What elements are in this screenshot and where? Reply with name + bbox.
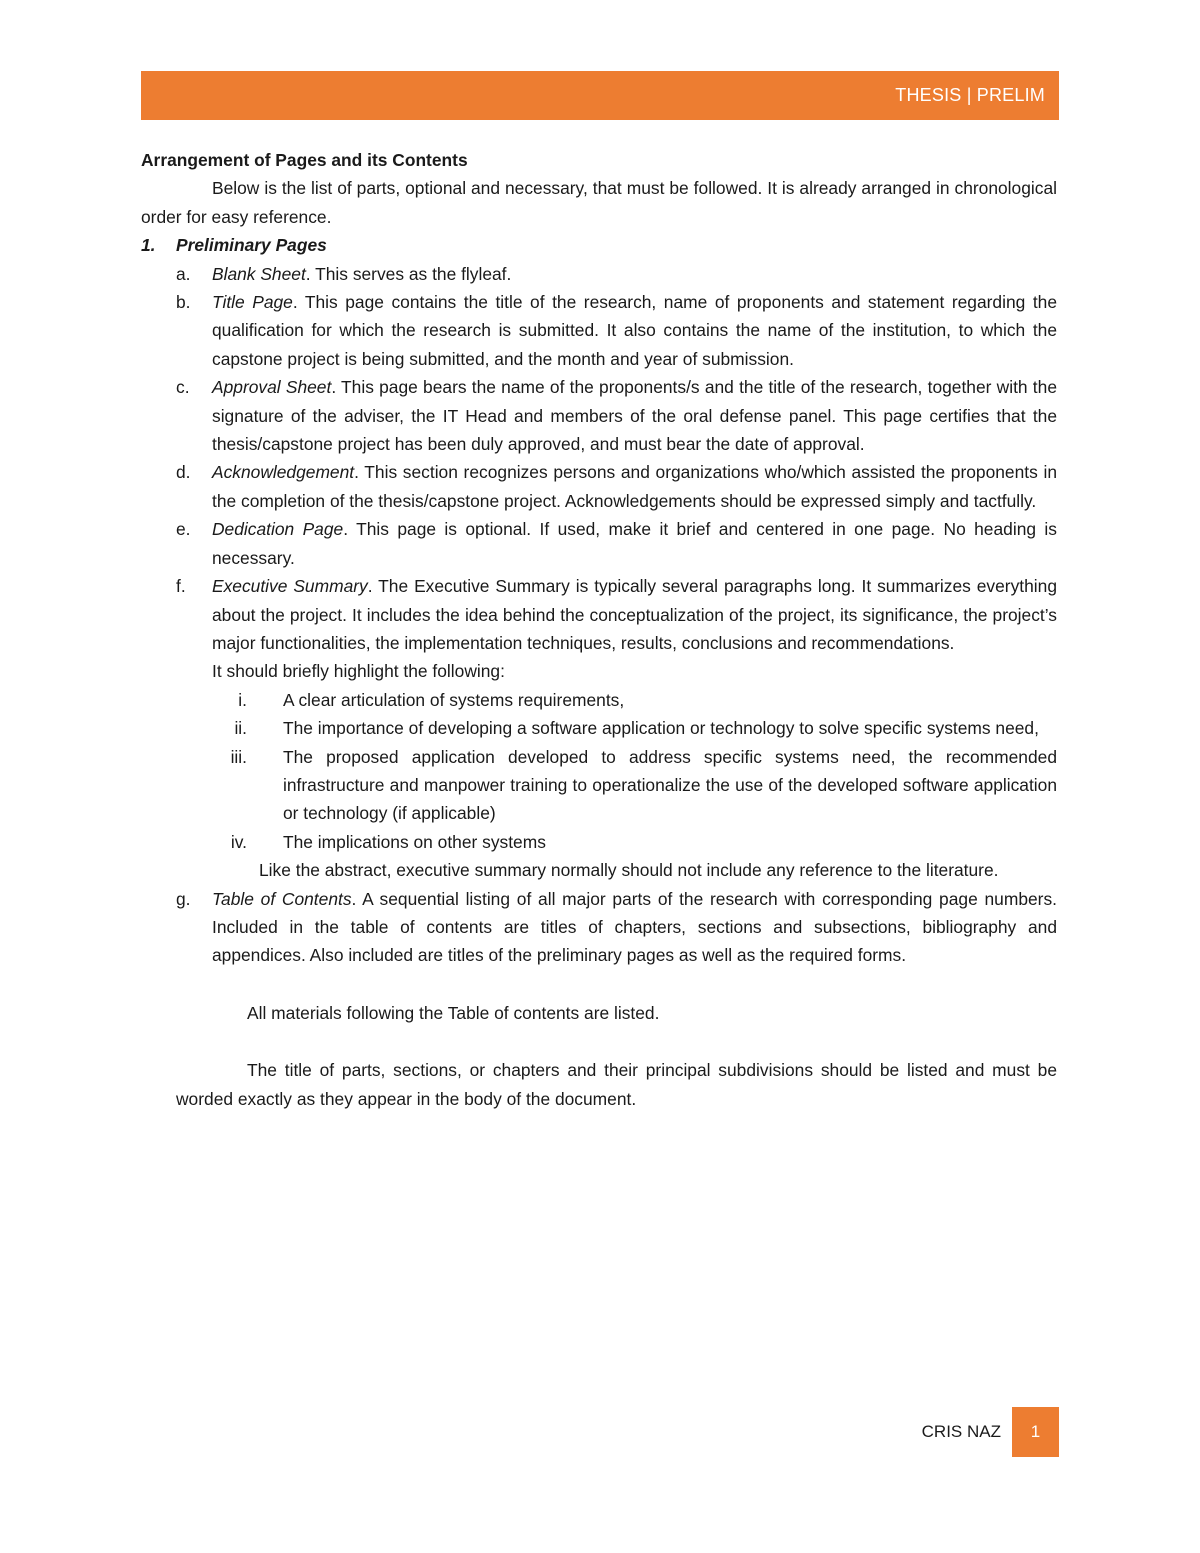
item-text: . The Executive Summary is typically several paragraphs long. It summarizes everything about the project. It includes the idea behind the conceptualization of the project, its significance, the project’s major functionalities, the implementation techniques, results, conclusions and recommendations. xyxy=(212,576,1057,653)
list-item-a xyxy=(141,260,1057,288)
item-text: . A sequential listing of all major parts of the research with corresponding page numbers. Included in the table of contents are titles of chapters, sections and subsections, bibliography and appendices. Also included are titles of the preliminary pages as well as the required forms. xyxy=(212,888,1057,966)
header-title: THESIS | PRELIM xyxy=(895,85,1045,105)
roman-marker: iii. xyxy=(230,746,247,767)
list-item-e xyxy=(141,515,1057,572)
document-body xyxy=(141,146,1057,1113)
list-item-c xyxy=(141,373,1057,458)
item-term: Acknowledgement xyxy=(212,462,355,483)
item-text: . This section recognizes persons and organizations who/which assisted the proponents in the completion of the thesis/capstone project. Acknowledgements should be expressed simply and tactfully. xyxy=(212,462,1057,511)
roman-text: The importance of developing a software application or technology to solve specific systems need, xyxy=(283,718,1039,739)
list-item-d xyxy=(141,458,1057,515)
executive-summary-note: Like the abstract, executive summary normally should not include any reference to the literature. xyxy=(259,860,999,881)
list-marker: d. xyxy=(176,462,191,483)
item-term: Dedication Page xyxy=(212,519,344,540)
list-marker: a. xyxy=(176,263,191,284)
list-marker: e. xyxy=(176,519,191,540)
list-item-g xyxy=(141,885,1057,970)
list-marker: c. xyxy=(176,377,190,398)
section-title: Preliminary Pages xyxy=(176,235,327,256)
intro-paragraph: Below is the list of parts, optional and necessary, that must be followed. It is already arranged in chronological order for easy reference. xyxy=(141,178,1057,227)
item-term: Approval Sheet xyxy=(212,377,332,398)
item-term: Executive Summary xyxy=(212,576,368,597)
page-number-box xyxy=(1012,1407,1059,1457)
list-item-f xyxy=(141,572,1057,657)
page-number: 1 xyxy=(1030,1422,1041,1441)
roman-text: A clear articulation of systems requirements, xyxy=(283,689,625,710)
spacer xyxy=(141,970,1057,999)
roman-marker: i. xyxy=(238,689,247,710)
item-term: Title Page xyxy=(212,292,293,313)
highlight-intro: It should briefly highlight the following: xyxy=(212,661,505,682)
roman-item-iii xyxy=(141,743,1057,828)
item-term: Blank Sheet xyxy=(212,263,306,284)
document-title: Arrangement of Pages and its Contents xyxy=(141,150,468,170)
roman-marker: iv. xyxy=(230,831,247,852)
item-text: . This serves as the flyleaf. xyxy=(305,263,512,284)
roman-item-i xyxy=(141,686,1057,714)
footer-author: CRIS NAZ xyxy=(921,1422,1001,1441)
materials-paragraph: All materials following the Table of contents are listed. xyxy=(247,1002,660,1023)
titles-paragraph: The title of parts, sections, or chapters and their principal subdivisions should be listed and must be worded exactly as they appear in the body of the document. xyxy=(176,1060,1057,1109)
item-text: . This page bears the name of the proponents/s and the title of the research, together with the signature of the adviser, the IT Head and members of the oral defense panel. This page certifies that the thesis/capstone project has been duly approved, and must bear the date of approval. xyxy=(212,377,1057,455)
item-term: Table of Contents xyxy=(212,888,352,909)
list-marker: f. xyxy=(176,576,186,597)
item-text: . This page contains the title of the research, name of proponents and statement regarding the qualification for which the research is submitted. It also contains the name of the institution, to which the capstone project is being submitted, and the month and year of submission. xyxy=(212,292,1057,369)
roman-text: The implications on other systems xyxy=(283,831,546,852)
list-item-b xyxy=(141,288,1057,373)
list-marker: g. xyxy=(176,888,191,909)
roman-item-ii xyxy=(141,714,1057,742)
item-text: . This page is optional. If used, make it brief and centered in one page. No heading is necessary. xyxy=(212,519,1057,568)
roman-text: The proposed application developed to address specific systems need, the recommended infrastructure and manpower training to operationalize the use of the developed software application or technology (if applicable) xyxy=(283,746,1057,824)
section-number: 1. xyxy=(141,235,156,256)
header-bar xyxy=(141,71,1059,120)
section-heading xyxy=(141,231,1057,259)
roman-item-iv xyxy=(141,828,1057,856)
list-marker: b. xyxy=(176,292,191,313)
roman-marker: ii. xyxy=(234,718,247,739)
spacer xyxy=(141,1027,1057,1056)
